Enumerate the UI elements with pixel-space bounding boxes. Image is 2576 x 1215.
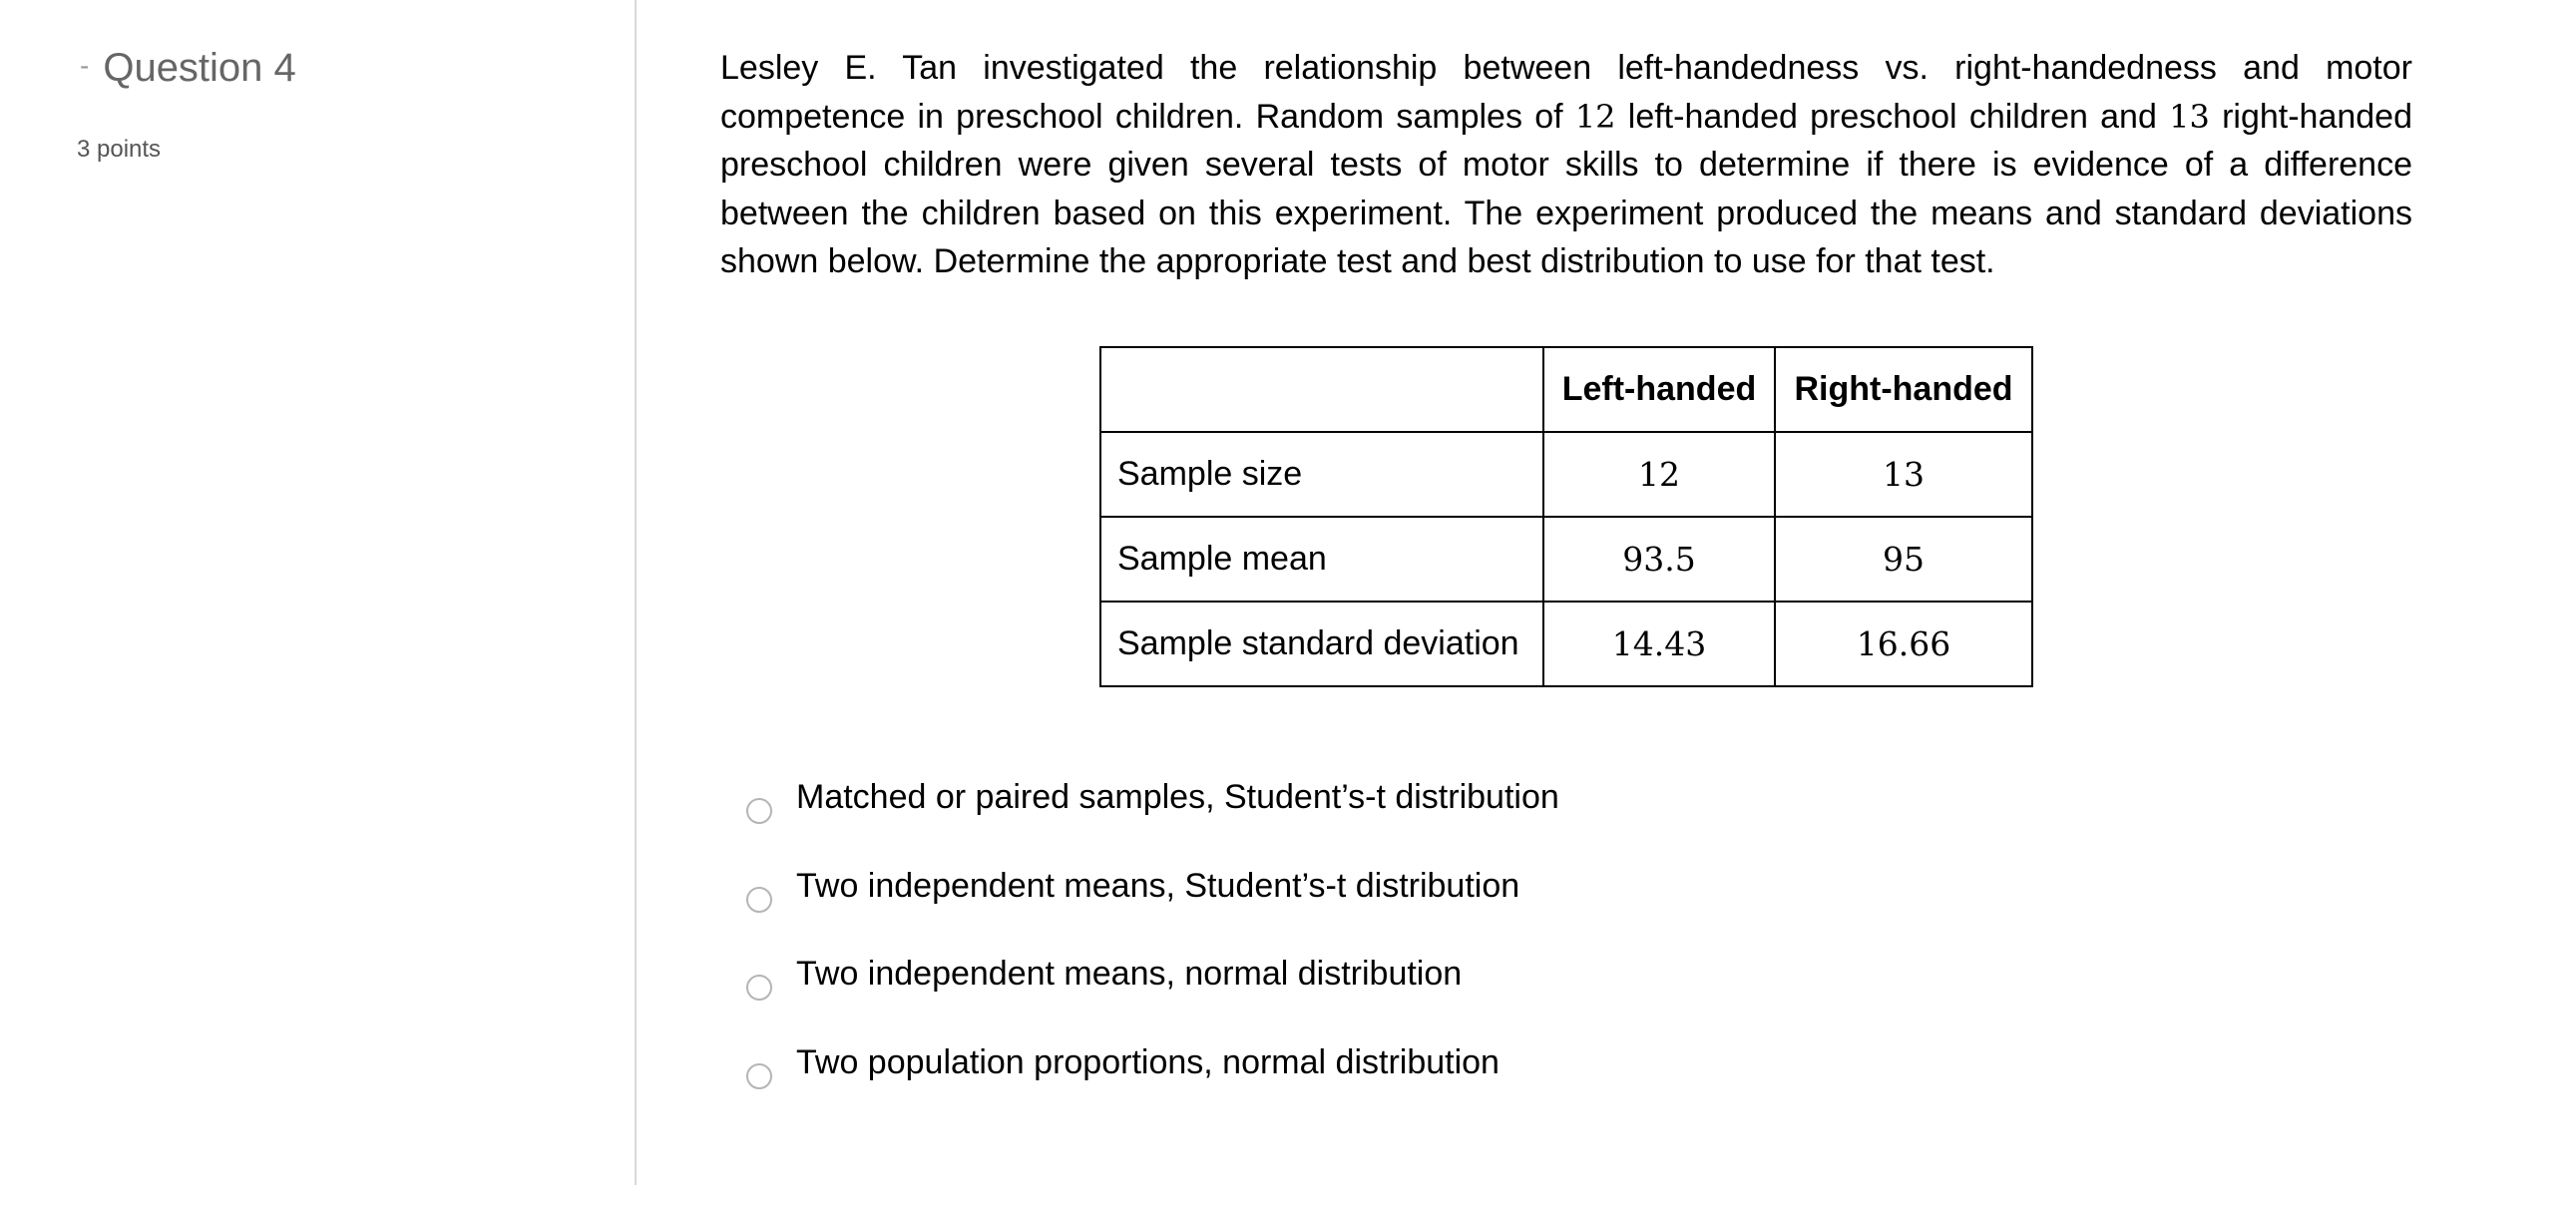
question-points: 3 points: [77, 136, 162, 163]
answer-option-label[interactable]: Two independent means, Student’s-t distribution: [796, 866, 1520, 905]
right-sample-count: 13: [2169, 97, 2210, 136]
question-text-part: Lesley E. Tan investigated the relationship between left-handedness vs. right-handedness and motor competence in preschool children. Random samples of: [720, 49, 2412, 136]
table-row: [1100, 517, 2032, 602]
table-cell: 14.43: [1543, 602, 1775, 686]
table-header-cell: Right-handed: [1775, 347, 2032, 432]
radio-button[interactable]: [746, 887, 772, 913]
radio-button[interactable]: [746, 975, 772, 1001]
table-cell: 16.66: [1775, 602, 2032, 686]
answer-option-label[interactable]: Two independent means, normal distribution: [796, 955, 1463, 994]
table-cell: 95: [1775, 517, 2032, 602]
radio-button[interactable]: [746, 1063, 772, 1089]
question-text-part: left-handed preschool children and: [1615, 97, 2170, 136]
table-header-cell: Left-handed: [1543, 347, 1775, 432]
table-row: [1100, 432, 2032, 517]
question-text-part: right-handed preschool children were given several tests of motor skills to determine if there is evidence of a difference between the children based on this experiment. The experiment produced the means and standard deviations shown below. Determine the appropriate test and best distribution to use for that test.: [720, 97, 2412, 280]
answer-option[interactable]: [746, 850, 1559, 939]
table-row-label: Sample standard deviation: [1100, 602, 1543, 686]
question-text: [720, 44, 2412, 286]
answer-option[interactable]: [746, 938, 1559, 1026]
answer-option[interactable]: [746, 761, 1559, 850]
table-cell: 13: [1775, 432, 2032, 517]
left-sample-count: 12: [1574, 97, 1616, 136]
table-row: [1100, 602, 2032, 686]
answer-option-label[interactable]: Two population proportions, normal distribution: [796, 1042, 1500, 1081]
table-row-label: Sample size: [1100, 432, 1543, 517]
collapse-dash-icon[interactable]: -: [80, 49, 90, 81]
table-cell: 12: [1543, 432, 1775, 517]
question-info-panel: [0, 0, 637, 1185]
answer-option-label[interactable]: Matched or paired samples, Student’s-t distribution: [796, 778, 1559, 817]
question-header[interactable]: [80, 46, 296, 91]
table-header-cell: [1100, 347, 1543, 432]
table-row-label: Sample mean: [1100, 517, 1543, 602]
answer-options: [746, 761, 1559, 1114]
statistics-table: [1099, 346, 2033, 687]
table-cell: 93.5: [1543, 517, 1775, 602]
question-title: Question 4: [103, 46, 296, 90]
answer-option[interactable]: [746, 1026, 1559, 1115]
radio-button[interactable]: [746, 798, 772, 824]
table-header-row: [1100, 347, 2032, 432]
